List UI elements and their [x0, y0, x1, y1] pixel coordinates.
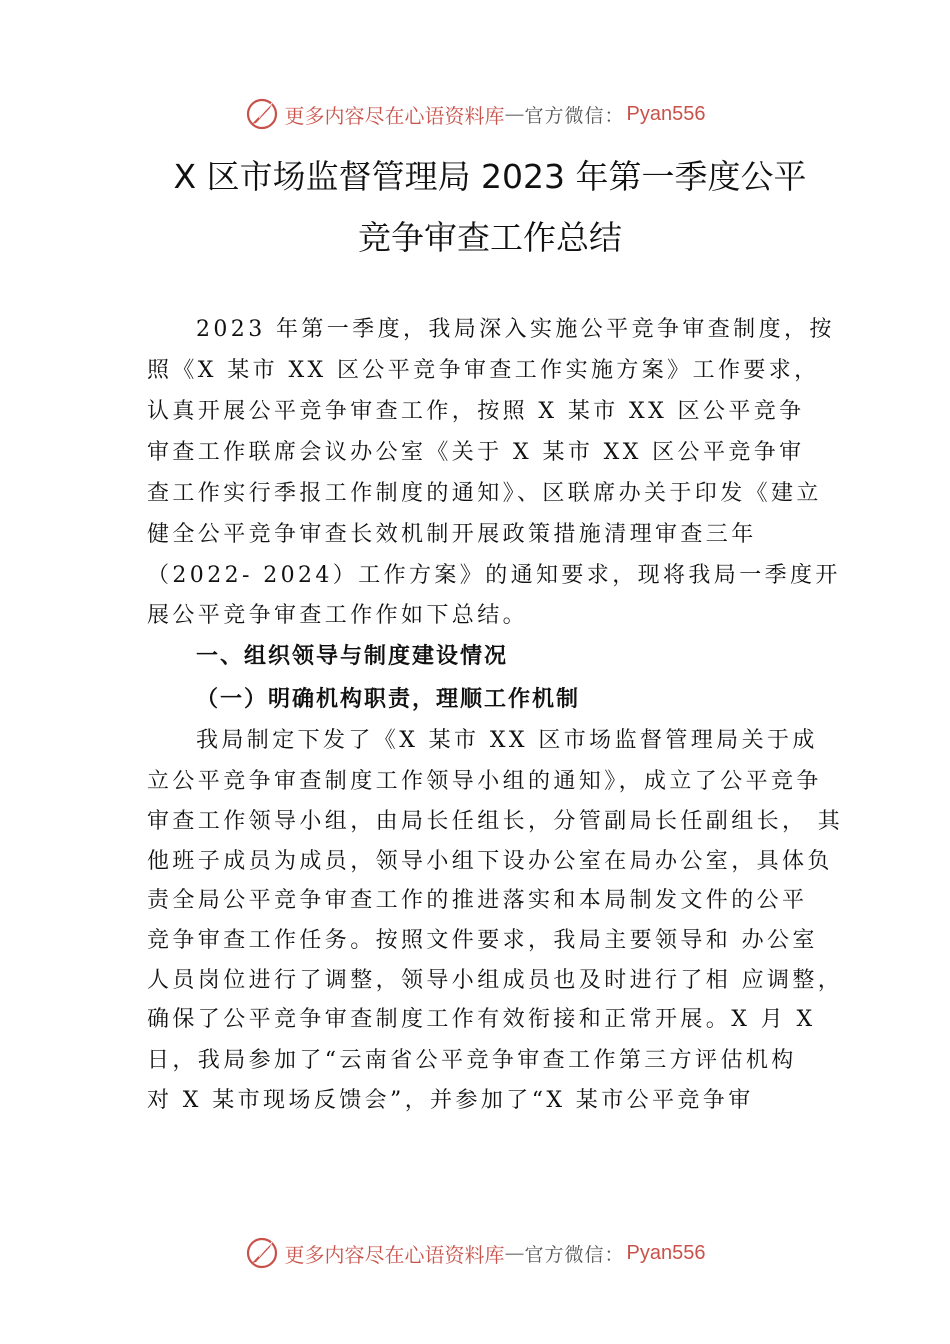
text-line: 认真开展公平竞争审查工作，按照 X 某市 XX 区公平竞争: [147, 399, 805, 424]
brand-text: 更多内容尽在心语资料库: [284, 1242, 505, 1267]
text-line: 健全公平竞争审查长效机制开展政策措施清理审查三年: [147, 522, 757, 547]
text-line: 竞争审查工作任务。按照文件要求，我局主要领导和 办公室: [147, 928, 818, 953]
text-line: 我局制定下发了《X 某市 XX 区市场监督管理局关于成: [196, 728, 818, 753]
quill-pen-circle-icon: [245, 97, 279, 131]
banner-separator: —: [504, 102, 525, 126]
text-line: 对 X 某市现场反馈会”，并参加了“X 某市公平竞争审: [147, 1088, 754, 1113]
text-line: 2023 年第一季度，我局深入实施公平竞争审查制度，按: [196, 317, 835, 342]
brand-text: 更多内容尽在心语资料库: [284, 103, 505, 128]
official-wechat-label: 官方微信：: [524, 104, 625, 127]
document-title-line-1: X 区市场监督管理局 2023 年第一季度公平: [173, 157, 807, 196]
text-line: 审查工作领导小组，由局长任组长，分管副局长任副组长， 其: [147, 809, 844, 834]
text-line: 人员岗位进行了调整，领导小组成员也及时进行了相 应调整，: [147, 968, 844, 993]
text-line: 照《X 某市 XX 区公平竞争审查工作实施方案》工作要求，: [147, 358, 820, 383]
quill-pen-circle-icon: [245, 1236, 279, 1270]
text-line: 责全局公平竞争审查工作的推进落实和本局制发文件的公平: [147, 888, 808, 913]
text-line: （2022- 2024）工作方案》的通知要求，现将我局一季度开: [147, 563, 841, 588]
text-line: 确保了公平竞争审查制度工作有效衔接和正常开展。X 月 X: [147, 1007, 816, 1032]
watermark-banner-bottom: [0, 1233, 950, 1273]
wechat-id: Pyan556: [626, 102, 706, 125]
banner-separator: —: [504, 1241, 525, 1265]
watermark-banner-top: [0, 94, 950, 134]
wechat-id: Pyan556: [626, 1241, 706, 1264]
official-wechat-label: 官方微信：: [524, 1243, 625, 1266]
subsection-heading-1: （一）明确机构职责，理顺工作机制: [196, 686, 581, 712]
text-line: 他班子成员为成员，领导小组下设办公室在局办公室，具体负: [147, 849, 833, 874]
text-line: 审查工作联席会议办公室《关于 X 某市 XX 区公平竞争审: [147, 440, 805, 465]
text-line: 日，我局参加了“云南省公平竞争审查工作第三方评估机构: [147, 1048, 797, 1073]
text-line: 立公平竞争审查制度工作领导小组的通知》，成立了公平竞争: [147, 769, 822, 794]
text-line: 展公平竞争审查工作作如下总结。: [147, 603, 529, 628]
document-title-line-2: 竞争审查工作总结: [358, 218, 622, 257]
section-heading-1: 一、组织领导与制度建设情况: [196, 644, 509, 669]
text-line: 查工作实行季报工作制度的通知》、区联席办关于印发《建立: [147, 481, 822, 506]
